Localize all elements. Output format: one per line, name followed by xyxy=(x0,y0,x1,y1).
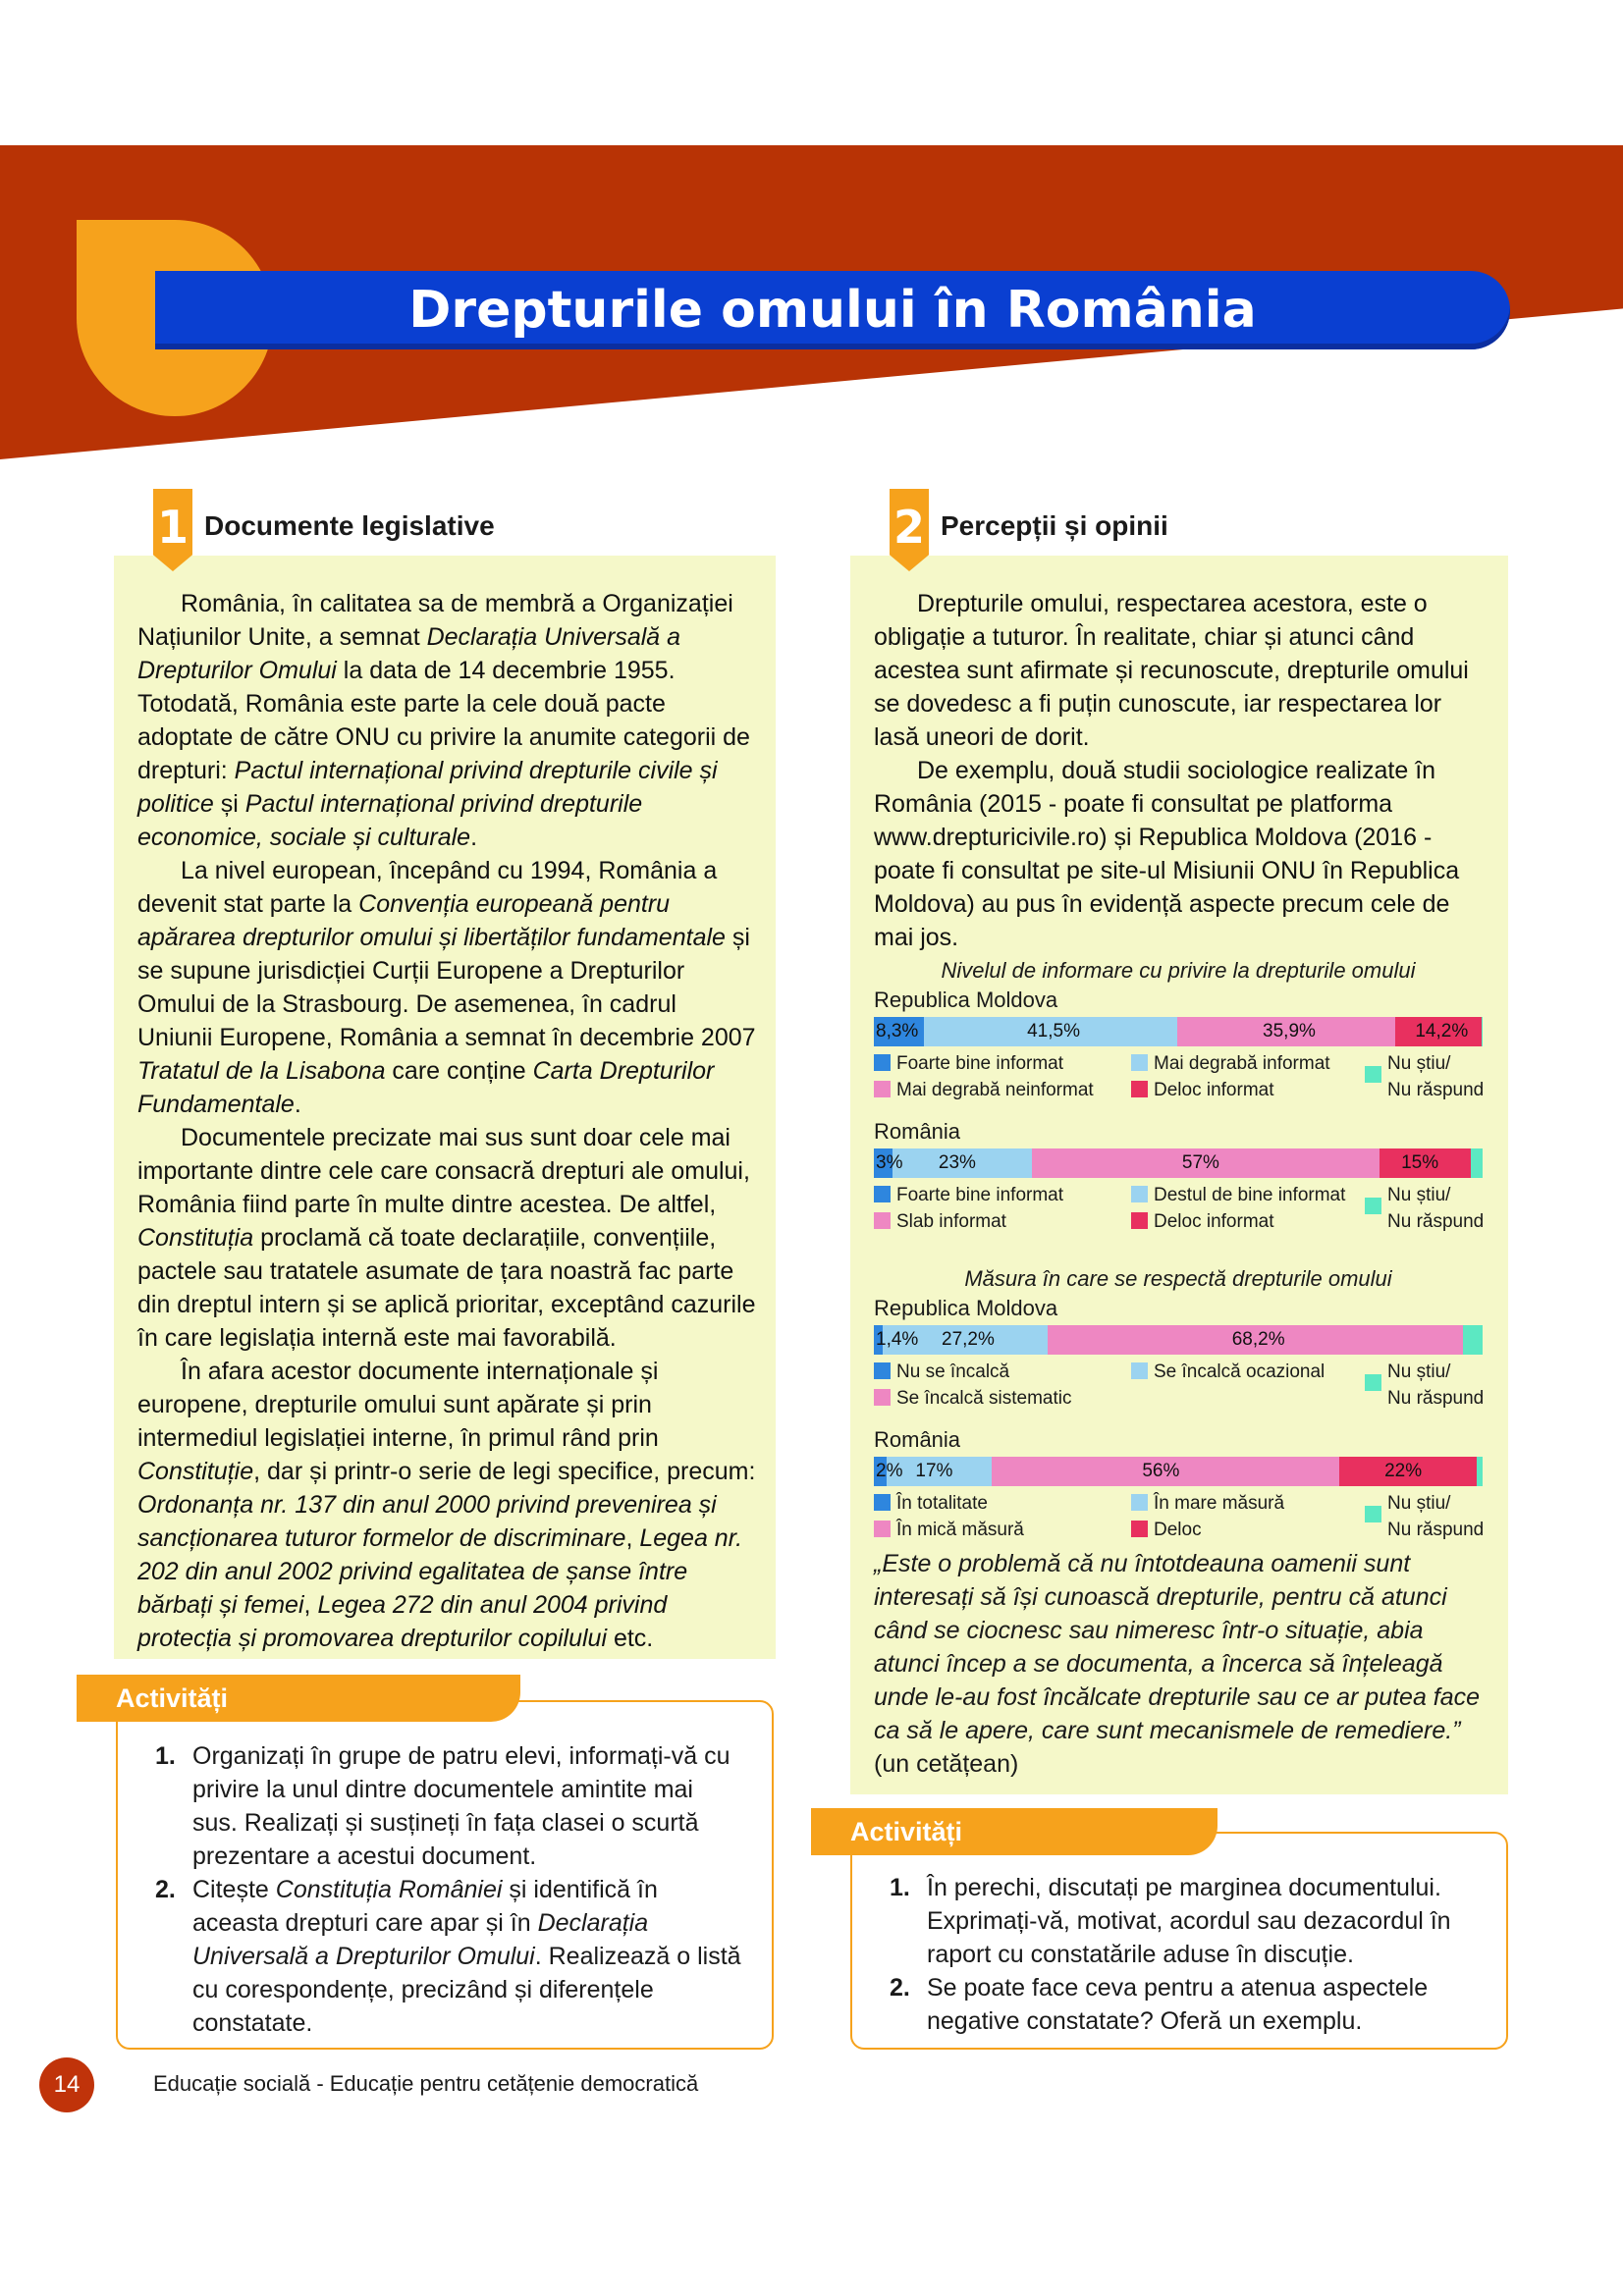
charts-area xyxy=(874,958,1488,1547)
bar-value-label: 56% xyxy=(1142,1461,1180,1481)
legend-label: Nu se încalcă xyxy=(896,1362,1010,1382)
legend-swatch xyxy=(1131,1212,1148,1229)
legend-swatch xyxy=(874,1494,891,1511)
legend-item xyxy=(1365,1490,1484,1543)
legend-item xyxy=(874,1077,1094,1103)
activity-right-item: 1. În perechi, discutați pe marginea documentului. Exprimați-vă, motivat, acordul sau dezacordul în raport cu constatările aduse în discuție. xyxy=(890,1874,1451,1968)
legend-swatch xyxy=(1365,1374,1381,1391)
activity-left-item: 2. Citește Constituția României și identifică în aceasta drepturi care apar și în Declarația Universală a Drepturilor Omului. Realizează o listă cu corespondențe, precizând și diferențele constatate. xyxy=(155,1876,741,2037)
stacked-bar xyxy=(874,1017,1483,1046)
bar-value-label: 22% xyxy=(1384,1461,1423,1481)
section-2-title: Percepții și opinii xyxy=(941,510,1168,541)
legend-swatch xyxy=(1131,1054,1148,1071)
bar-value-label: 14,2% xyxy=(1415,1021,1469,1041)
chart-title: Măsura în care se respectă drepturile omului xyxy=(964,1266,1392,1291)
bar-value-label: 1,4% xyxy=(876,1329,919,1350)
activities-left-tab: Activități xyxy=(77,1675,520,1722)
legend-label: Nu știu/ Nu răspund xyxy=(1387,1362,1485,1409)
legend-label: Se încalcă sistematic xyxy=(896,1388,1072,1409)
legend-swatch xyxy=(1131,1362,1148,1379)
legend-item xyxy=(874,1208,1006,1235)
legend-swatch xyxy=(1131,1081,1148,1097)
bar-segment xyxy=(1471,1148,1483,1178)
bar-value-label: 17% xyxy=(915,1461,953,1481)
legend-item xyxy=(1131,1050,1330,1077)
page-title: Drepturile omului în România xyxy=(408,281,1257,340)
section-1-text xyxy=(137,587,758,1655)
legend-swatch xyxy=(874,1389,891,1406)
bar-segment xyxy=(1477,1457,1483,1486)
bar-value-label: 57% xyxy=(1181,1152,1219,1173)
bar-value-label: 2% xyxy=(876,1461,903,1481)
legend-label: Destul de bine informat xyxy=(1154,1185,1346,1205)
legend-item xyxy=(1131,1517,1202,1543)
legend-label: În totalitate xyxy=(896,1493,988,1514)
legend-label: Mai degrabă informat xyxy=(1154,1053,1330,1074)
section-2-number: 2 xyxy=(893,501,925,554)
legend-label: Deloc xyxy=(1154,1520,1202,1540)
legend-swatch xyxy=(1131,1521,1148,1537)
bar-value-label: 41,5% xyxy=(1027,1021,1080,1041)
legend-label: Nu știu/ Nu răspund xyxy=(1387,1493,1485,1540)
legend-swatch xyxy=(1365,1198,1381,1214)
legend-item xyxy=(874,1517,1024,1543)
bar-value-label: 68,2% xyxy=(1231,1329,1285,1350)
legend-label: Foarte bine informat xyxy=(896,1053,1064,1074)
activity-left-item: 1. Organizați în grupe de patru elevi, informați-vă cu privire la unul dintre documentele amintite mai sus. Realizați și susțineți în fața clasei o scurtă prezentare a acestui document. xyxy=(155,1742,730,1870)
legend-label: Mai degrabă neinformat xyxy=(896,1080,1094,1100)
legend-swatch xyxy=(874,1212,891,1229)
bar-segment xyxy=(1482,1017,1483,1046)
legend-swatch xyxy=(1365,1506,1381,1522)
legend-item xyxy=(1365,1050,1484,1103)
legend-label: Se încalcă ocazional xyxy=(1154,1362,1325,1382)
legend-item xyxy=(874,1182,1063,1208)
legend-item xyxy=(1131,1359,1325,1385)
footer-text: Educație socială - Educație pentru cetățenie democratică xyxy=(153,2071,699,2096)
legend-item xyxy=(1365,1182,1484,1235)
legend-label: Deloc informat xyxy=(1154,1211,1274,1232)
legend-label: În mică măsură xyxy=(896,1520,1024,1540)
legend-item xyxy=(874,1385,1071,1412)
chart-country-label: Republica Moldova xyxy=(874,1296,1058,1320)
bar-value-label: 23% xyxy=(938,1152,976,1173)
section-2-paragraph: Drepturile omului, respectarea acestora, este o obligație a tuturor. În realitate, chiar și atunci când acestea sunt afirmate și recunoscute, drepturile omului se dovedesc a fi puțin cunoscute, iar respectarea lor lasă uneori de dorit. xyxy=(874,590,1469,751)
legend-label: Nu știu/ Nu răspund xyxy=(1387,1185,1485,1232)
legend-swatch xyxy=(874,1186,891,1202)
legend-swatch xyxy=(1131,1186,1148,1202)
legend-swatch xyxy=(1131,1494,1148,1511)
legend-label: Deloc informat xyxy=(1154,1080,1274,1100)
legend-swatch xyxy=(874,1054,891,1071)
section-1-number: 1 xyxy=(156,501,189,554)
section-2-paragraph: De exemplu, două studii sociologice realizate în România (2015 - poate fi consultat pe platforma www.drepturicivile.ro) și Republica Moldova (2016 - poate fi consultat pe site-ul Misiunii ONU în Republica Moldova) au pus în evidență aspecte precum cele de mai jos. xyxy=(874,757,1460,951)
legend-item xyxy=(874,1490,988,1517)
legend-item xyxy=(1131,1490,1284,1517)
legend-label: Nu știu/ Nu răspund xyxy=(1387,1053,1485,1100)
legend-item xyxy=(1365,1359,1484,1412)
legend-item xyxy=(874,1050,1063,1077)
legend-swatch xyxy=(1365,1066,1381,1083)
legend-swatch xyxy=(874,1521,891,1537)
chart-title: Nivelul de informare cu privire la drepturile omului xyxy=(941,958,1416,983)
section-1-paragraph: România, în calitatea sa de membră a Organizației Națiunilor Unite, a semnat Declarația Universală a Drepturilor Omului la data de 14 decembrie 1955. Totodată, România este parte la cele două pacte adoptate de către ONU cu privire la anumite categorii de drepturi: Pactul internațional privind drepturile civile și politice și Pactul internațional privind drepturile economice, sociale și culturale. xyxy=(137,590,750,851)
section-1-title: Documente legislative xyxy=(204,510,495,541)
chart-country-label: România xyxy=(874,1119,961,1144)
chart-country-label: Republica Moldova xyxy=(874,988,1058,1012)
chart-country-label: România xyxy=(874,1427,961,1452)
legend-swatch xyxy=(874,1081,891,1097)
legend-label: Slab informat xyxy=(896,1211,1006,1232)
bar-value-label: 27,2% xyxy=(942,1329,995,1350)
section-1-paragraph: Documentele precizate mai sus sunt doar cele mai importante dintre cele care consacră drepturi ale omului, România fiind parte în multe dintre acestea. De altfel, Constituția proclamă că toate declarațiile, convențiile, pactele sau tratatele asumate de țara noastră fac parte din dreptul intern și se aplică prioritar, exceptând cazurile în care legislația internă este mai favorabilă. xyxy=(137,1124,756,1352)
legend-swatch xyxy=(874,1362,891,1379)
legend-label: Foarte bine informat xyxy=(896,1185,1064,1205)
bar-segment xyxy=(1463,1325,1483,1355)
legend-item xyxy=(1131,1208,1274,1235)
activities-right-tab: Activități xyxy=(811,1808,1217,1855)
bar-value-label: 3% xyxy=(876,1152,903,1173)
activities-right-list xyxy=(890,1871,1479,2038)
section-1-paragraph: La nivel european, începând cu 1994, România a devenit stat parte la Convenția europeană pentru apărarea drepturilor omului și libertăților fundamentale și se supune jurisdicției Curții Europene a Drepturilor Omului de la Strasbourg. De asemenea, în cadrul Uniunii Europene, România a semnat în decembrie 2007 Tratatul de la Lisabona care conține Carta Drepturilor Fundamentale. xyxy=(137,857,756,1118)
legend-item xyxy=(1131,1182,1345,1208)
legend-item xyxy=(1131,1077,1274,1103)
activities-left-list xyxy=(155,1739,744,2040)
bar-value-label: 15% xyxy=(1401,1152,1439,1173)
legend-item xyxy=(874,1359,1009,1385)
citizen-quote: „Este o problemă că nu întotdeauna oamenii sunt interesați să își cunoască drepturile, pentru că atunci când se ciocnesc sau nimeresc într-o situație, abia atunci încep a se documenta, a încerca să înțeleagă unde le-au fost încălcate drepturile sau ce ar putea face ca să le apere, care sunt mecanismele de remediere.” (un cetățean) xyxy=(874,1550,1481,1778)
bar-value-label: 8,3% xyxy=(876,1021,919,1041)
section-1-paragraph: În afara acestor documente internaționale și europene, drepturile omului sunt apărate și prin intermediul legislației interne, în primul rând prin Constituție, dar și printr-o serie de legi specifice, precum: Ordonanța nr. 137 din anul 2000 privind prevenirea și sancționarea tuturor formelor de discriminare, Legea nr. 202 din anul 2002 privind egalitatea de șanse între bărbați și femei, Legea 272 din anul 2004 privind protecția și promovarea drepturilor copilului etc. xyxy=(137,1358,756,1652)
activity-right-item: 2. Se poate face ceva pentru a atenua aspectele negative constatate? Oferă un exemplu. xyxy=(890,1974,1429,2035)
bar-value-label: 35,9% xyxy=(1263,1021,1316,1041)
section-2-text xyxy=(874,587,1492,954)
legend-label: În mare măsură xyxy=(1154,1493,1285,1514)
page-number: 14 xyxy=(53,2071,81,2098)
